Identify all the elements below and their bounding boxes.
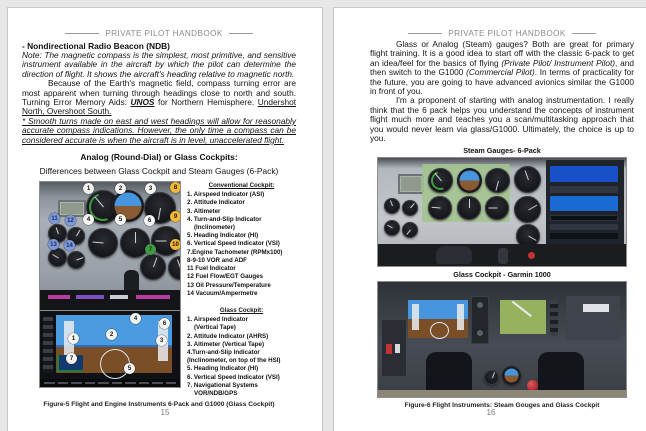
- figure-badge: 13: [48, 239, 59, 250]
- figure-badge: 8: [170, 182, 181, 193]
- garmin-1000-title: Glass Cockpit - Garmin 1000: [453, 270, 551, 280]
- bezel-keys: [550, 300, 558, 336]
- airspeed-tape: [412, 304, 419, 330]
- legend-item: 2. Attitude Indicator: [187, 199, 245, 207]
- subheading-differences: Differences between Glass Cockpit and Steam Gauges (6-Pack): [39, 166, 279, 177]
- adf-gauge-icon: [168, 256, 181, 280]
- legend-item: VOR/NDB/GPS: [194, 389, 238, 397]
- proponent-paragraph: I'm a proponent of starting with analog instrumentation. I really think that the 6 pack helps you understand the concepts of instrument flight much more and teaches you a scan/multitasking approach that you would never learn via glass/G1000. Ultimately, the choice is up to you.: [370, 95, 634, 144]
- figure-badge: 4: [130, 313, 141, 324]
- legend-item: 5. Heading Indicator (HI): [187, 365, 259, 373]
- radio-row: [550, 224, 618, 230]
- unos-mnemonic: UNOS: [130, 97, 155, 108]
- private-pilot-italic: (Private Pilot/ Instrument Pilot): [501, 57, 616, 68]
- softkey-row: [40, 379, 180, 387]
- legend-title-glass: Glass Cockpit:: [219, 306, 264, 314]
- adf-gauge-icon: [514, 196, 541, 223]
- avionics-strip: [40, 290, 181, 311]
- bezel-knobs: [43, 317, 53, 373]
- radio-display: [110, 295, 128, 299]
- section-heading-ndb: - Nondirectional Radio Beacon (NDB): [22, 41, 170, 51]
- subheading-analog-glass: Analog (Round-Dial) or Glass Cockpits:: [80, 152, 238, 163]
- figure-badge: 2: [106, 329, 117, 340]
- backup-gauge-icon: [484, 370, 499, 385]
- legend-item: 5. Heading Indicator (HI): [187, 232, 259, 240]
- figure-badge: 4: [83, 214, 94, 225]
- figure-badge: 1: [68, 333, 79, 344]
- figure-badge: 3: [156, 335, 167, 346]
- legend-item: 6. Vertical Speed Indicator (VSI): [187, 240, 280, 248]
- radio-row: [550, 186, 618, 193]
- garmin-1000-photo: [377, 281, 627, 398]
- header-title: PRIVATE PILOT HANDBOOK: [105, 29, 223, 38]
- digital-clock: [398, 174, 424, 194]
- vacuum-gauge-icon: [67, 251, 85, 269]
- figure-badge: 3: [145, 183, 156, 194]
- figure-5-legend: [187, 181, 296, 398]
- figure-badge: 1: [83, 183, 94, 194]
- tachometer-gauge-icon: [140, 254, 166, 280]
- radio-row: [550, 233, 618, 239]
- legend-item: 14 Vacuum/Ampermetre: [187, 289, 258, 297]
- steam-gauges-title: Steam Gauges- 6-Pack: [463, 146, 541, 156]
- small-gauge-icon: [384, 220, 400, 236]
- figure-badge: 7: [66, 353, 77, 364]
- legend-item: 2. Attitude Indicator (AHRS): [187, 332, 269, 340]
- figure-badge: 5: [124, 363, 135, 374]
- figure-5-photos: [39, 181, 181, 398]
- legend-item: 8-9-10 VOR and ADF: [187, 256, 247, 264]
- compass-turning-paragraph: [22, 79, 296, 117]
- legend-item: 6. Vertical Speed Indicator (VSI): [187, 373, 280, 381]
- running-header: [370, 29, 634, 38]
- figure-badge: 14: [64, 240, 75, 251]
- legend-item: 12 Fuel Flow/EGT Gauges: [187, 273, 263, 281]
- header-title: PRIVATE PILOT HANDBOOK: [448, 29, 566, 38]
- small-gauge-icon: [402, 222, 418, 238]
- legend-title-conventional: Conventional Cockpit:: [208, 182, 275, 190]
- figure-badge: 5: [115, 214, 126, 225]
- header-rule-right: [229, 33, 253, 34]
- text-segment: , and then switch to the G1000: [370, 57, 634, 78]
- page-number: 15: [160, 408, 170, 417]
- undershoot-overshoot-text: Undershot North, Overshoot South.: [22, 97, 297, 117]
- figure-badge: 10: [170, 239, 181, 250]
- dash-ledge: [378, 390, 627, 397]
- radio-display: [76, 295, 104, 299]
- figure-badge: 11: [49, 213, 60, 224]
- legend-item: 3. Altimeter (Vertical Tape): [187, 340, 265, 348]
- commercial-pilot-italic: (Commercial Pilot): [466, 67, 535, 78]
- legend-item: 1. Airspeed Indicator: [187, 316, 248, 324]
- figure-5-caption: Figure-5 Flight and Engine Instruments 6-Pack and G1000 (Glass Cockpit): [43, 401, 275, 409]
- page-15: [7, 7, 323, 431]
- figure-badge: 12: [65, 215, 76, 226]
- altitude-tape: [457, 304, 464, 330]
- vor-gauge-icon: [514, 166, 541, 193]
- header-rule-left: [408, 33, 442, 34]
- page-number: 16: [486, 408, 496, 417]
- page-16: [333, 7, 646, 431]
- white-switch: [395, 344, 400, 353]
- control-yoke: [436, 246, 472, 264]
- legend-item: 7.Engine Tachometer (RPMx100): [187, 248, 283, 256]
- placard: [583, 304, 609, 312]
- small-gauge-icon: [384, 198, 400, 214]
- copilot-panel: [566, 296, 620, 340]
- figure-badge: 6: [159, 318, 170, 329]
- text-segment: for Northern Hemisphere.: [154, 97, 258, 108]
- legend-item: 1. Airspeed Indicator (ASI): [187, 191, 265, 199]
- running-header: [22, 29, 296, 38]
- g1000-cockpit-photo: [39, 311, 181, 388]
- conventional-cockpit-photo: [39, 181, 181, 311]
- radio-display: [136, 295, 170, 299]
- heading-indicator-icon: [120, 228, 150, 258]
- backup-attitude-icon: [502, 366, 521, 385]
- figure-badge: 6: [144, 215, 155, 226]
- legend-item: (Inclinometer): [194, 224, 235, 232]
- radio-row: [550, 215, 618, 221]
- mfd-map-screen: [500, 300, 546, 334]
- text-segment: Glass or Analog (Steam) gauges? Both are great for primary flight training. It is a good idea to start off with the classic 6-pack to get an idea/feel for the basics of flying: [370, 39, 634, 68]
- gps-screen: [550, 196, 618, 211]
- legend-item: 13 Oil Pressure/Temperature: [187, 281, 271, 289]
- figure-6-caption: Figure-6 Flight Instruments: Steam Gouges and Glass Cockpit: [404, 402, 600, 410]
- figure-badge: 7: [145, 244, 156, 255]
- figure-badge: 9: [170, 211, 181, 222]
- radio-display: [48, 295, 70, 299]
- text-segment: . In terms of practicality for the future, you are going to have advanced avionics similar the G1000 in front of you.: [370, 67, 634, 97]
- smooth-turns-paragraph: * Smooth turns made on east and west headings will allow for reasonably accurate compass indications. However, the only time a compass can be considered accurate is when the aircraft is in level, unaccelerated flight.: [22, 115, 296, 145]
- figure-5: [22, 181, 296, 398]
- red-switch: [386, 344, 392, 354]
- glass-vs-analog-paragraph: [370, 40, 634, 96]
- legend-item: 3. Altimeter: [187, 207, 221, 215]
- text-segment: Because of the Earth's magnetic field, compass turning error are most apparent when turning through headings close to north and south. Turning Error Memory Aids:: [22, 78, 296, 108]
- oil-pressure-gauge-icon: [48, 248, 67, 267]
- legend-item: 7. Navigational Systems: [187, 381, 258, 389]
- legend-item: 11 Fuel Indicator: [187, 265, 236, 273]
- throttle-knob: [498, 248, 508, 264]
- figure-badge: 2: [115, 183, 126, 194]
- copilot-yoke: [538, 352, 584, 394]
- gps-screen: [550, 166, 618, 182]
- note-paragraph: Note: The magnetic compass is the simplest, most primitive, and sensitive instrument available in the aircraft by which the pilot can determine the direction of flight. It shows the aircraft's heading relative to magnetic north.: [22, 50, 296, 79]
- turn-coordinator-icon: [88, 228, 118, 258]
- header-rule-left: [65, 33, 99, 34]
- legend-item: (Vertical Tape): [194, 324, 236, 332]
- legend-item: 4.Turn-and-Slip Indicator: [187, 348, 260, 356]
- legend-item: (Inclinometer, on top of the HSI): [187, 357, 281, 365]
- pilot-yoke: [426, 352, 472, 394]
- steam-gauges-photo: [377, 157, 627, 267]
- header-rule-right: [572, 33, 596, 34]
- small-gauge-icon: [402, 200, 418, 216]
- legend-item: 4. Turn-and-Slip Indicator: [187, 215, 262, 223]
